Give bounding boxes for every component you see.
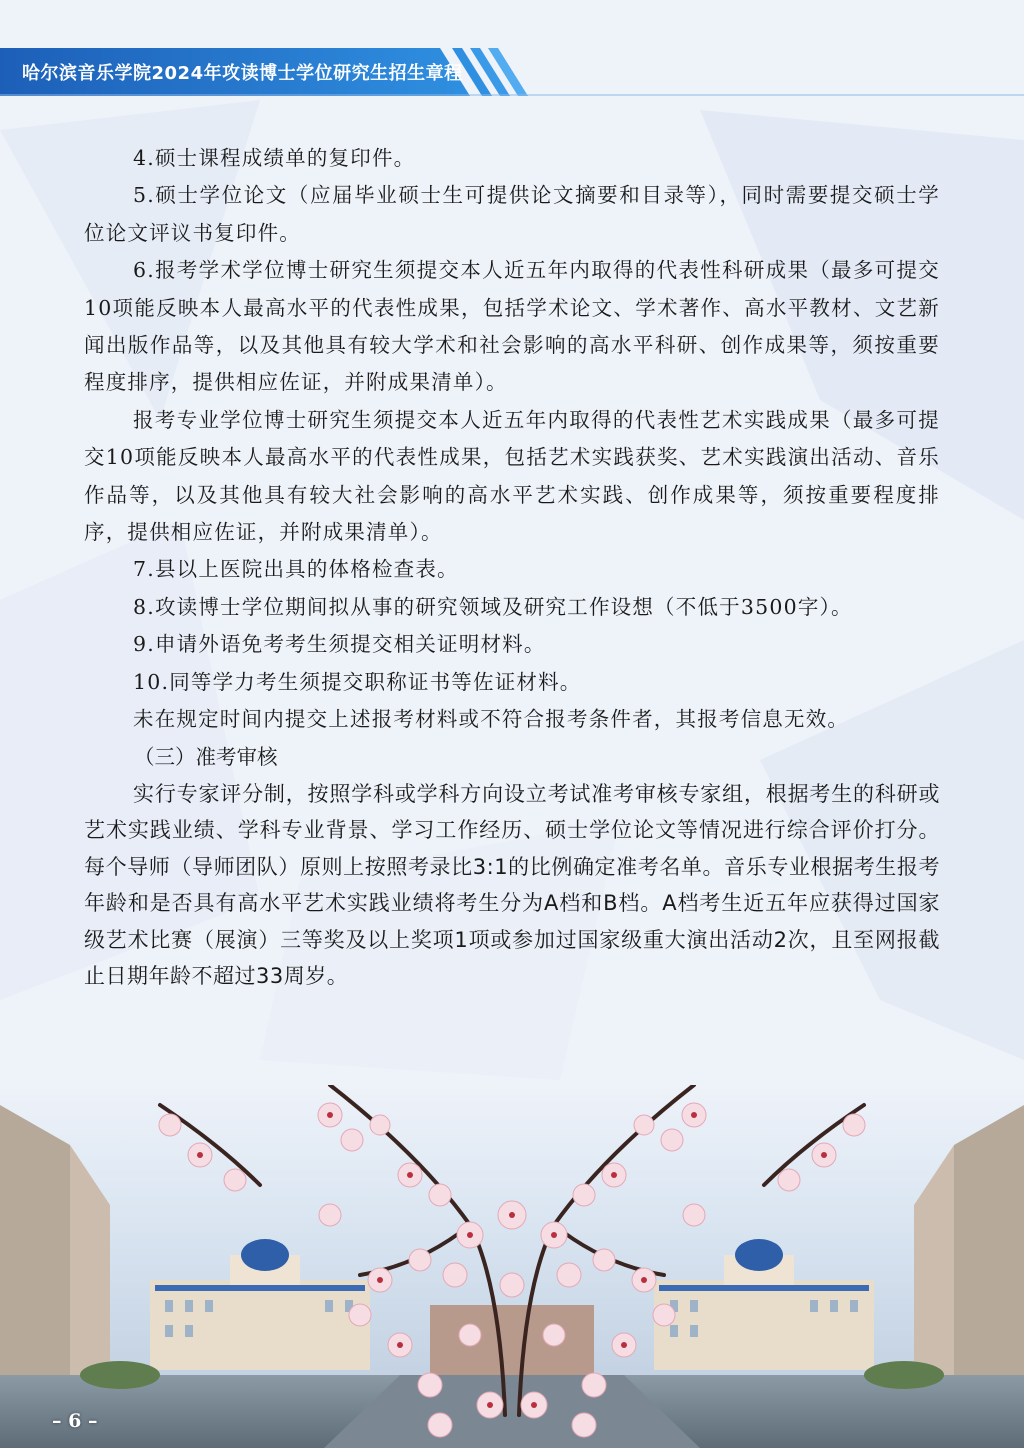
paragraph: 5.硕士学位论文（应届毕业硕士生可提供论文摘要和目录等），同时需要提交硕士学位论文评议书复印件。	[84, 183, 940, 245]
campus-blossom-photo	[0, 1085, 1024, 1448]
paragraph: 9.申请外语免考考生须提交相关证明材料。	[133, 632, 546, 657]
section-heading: （三）准考审核	[134, 744, 278, 769]
document-body	[84, 140, 940, 995]
paragraph: 6.报考学术学位博士研究生须提交本人近五年内取得的代表性科研成果（最多可提交10项能反映本人最高水平的代表性成果，包括学术论文、学术著作、高水平教材、文艺新闻出版作品等，以及其他具有较大学术和社会影响的高水平科研、创作成果等，须按重要程度排序，提供相应佐证，并附成果清单）。	[84, 258, 940, 395]
paragraph: 8.攻读博士学位期间拟从事的研究领域及研究工作设想（不低于3500字）。	[133, 594, 853, 619]
paragraph: 10.同等学力考生须提交职称证书等佐证材料。	[133, 669, 582, 694]
paragraph: 报考专业学位博士研究生须提交本人近五年内取得的代表性艺术实践成果（最多可提交10项能反映本人最高水平的代表性成果，包括艺术实践获奖、艺术实践演出活动、音乐作品等，以及其他具有较大社会影响的高水平艺术实践、创作成果等，须按重要程度排序，提供相应佐证，并附成果清单）。	[84, 407, 940, 545]
section-body: 实行专家评分制，按照学科或学科方向设立考试准考审核专家组，根据考生的科研或艺术实践业绩、学科专业背景、学习工作经历、硕士学位论文等情况进行综合评价打分。每个导师（导师团队）原则上按照考录比3:1的比例确定准考名单。音乐专业根据考生报考年龄和是否具有高水平艺术实践业绩将考生分为A档和B档。A档考生近五年应获得过国家级艺术比赛（展演）三等奖及以上奖项1项或参加过国家级重大演出活动2次，且至网报截止日期年龄不超过33周岁。	[84, 781, 940, 989]
header-banner	[0, 48, 1024, 96]
page-number: – 6 –	[52, 1410, 98, 1432]
paragraph: 4.硕士课程成绩单的复印件。	[133, 146, 416, 170]
header-title: 哈尔滨音乐学院2024年攻读博士学位研究生招生章程	[22, 63, 463, 84]
paragraph: 未在规定时间内提交上述报考材料或不符合报考条件者，其报考信息无效。	[133, 707, 850, 732]
paragraph: 7.县以上医院出具的体格检查表。	[133, 557, 459, 582]
